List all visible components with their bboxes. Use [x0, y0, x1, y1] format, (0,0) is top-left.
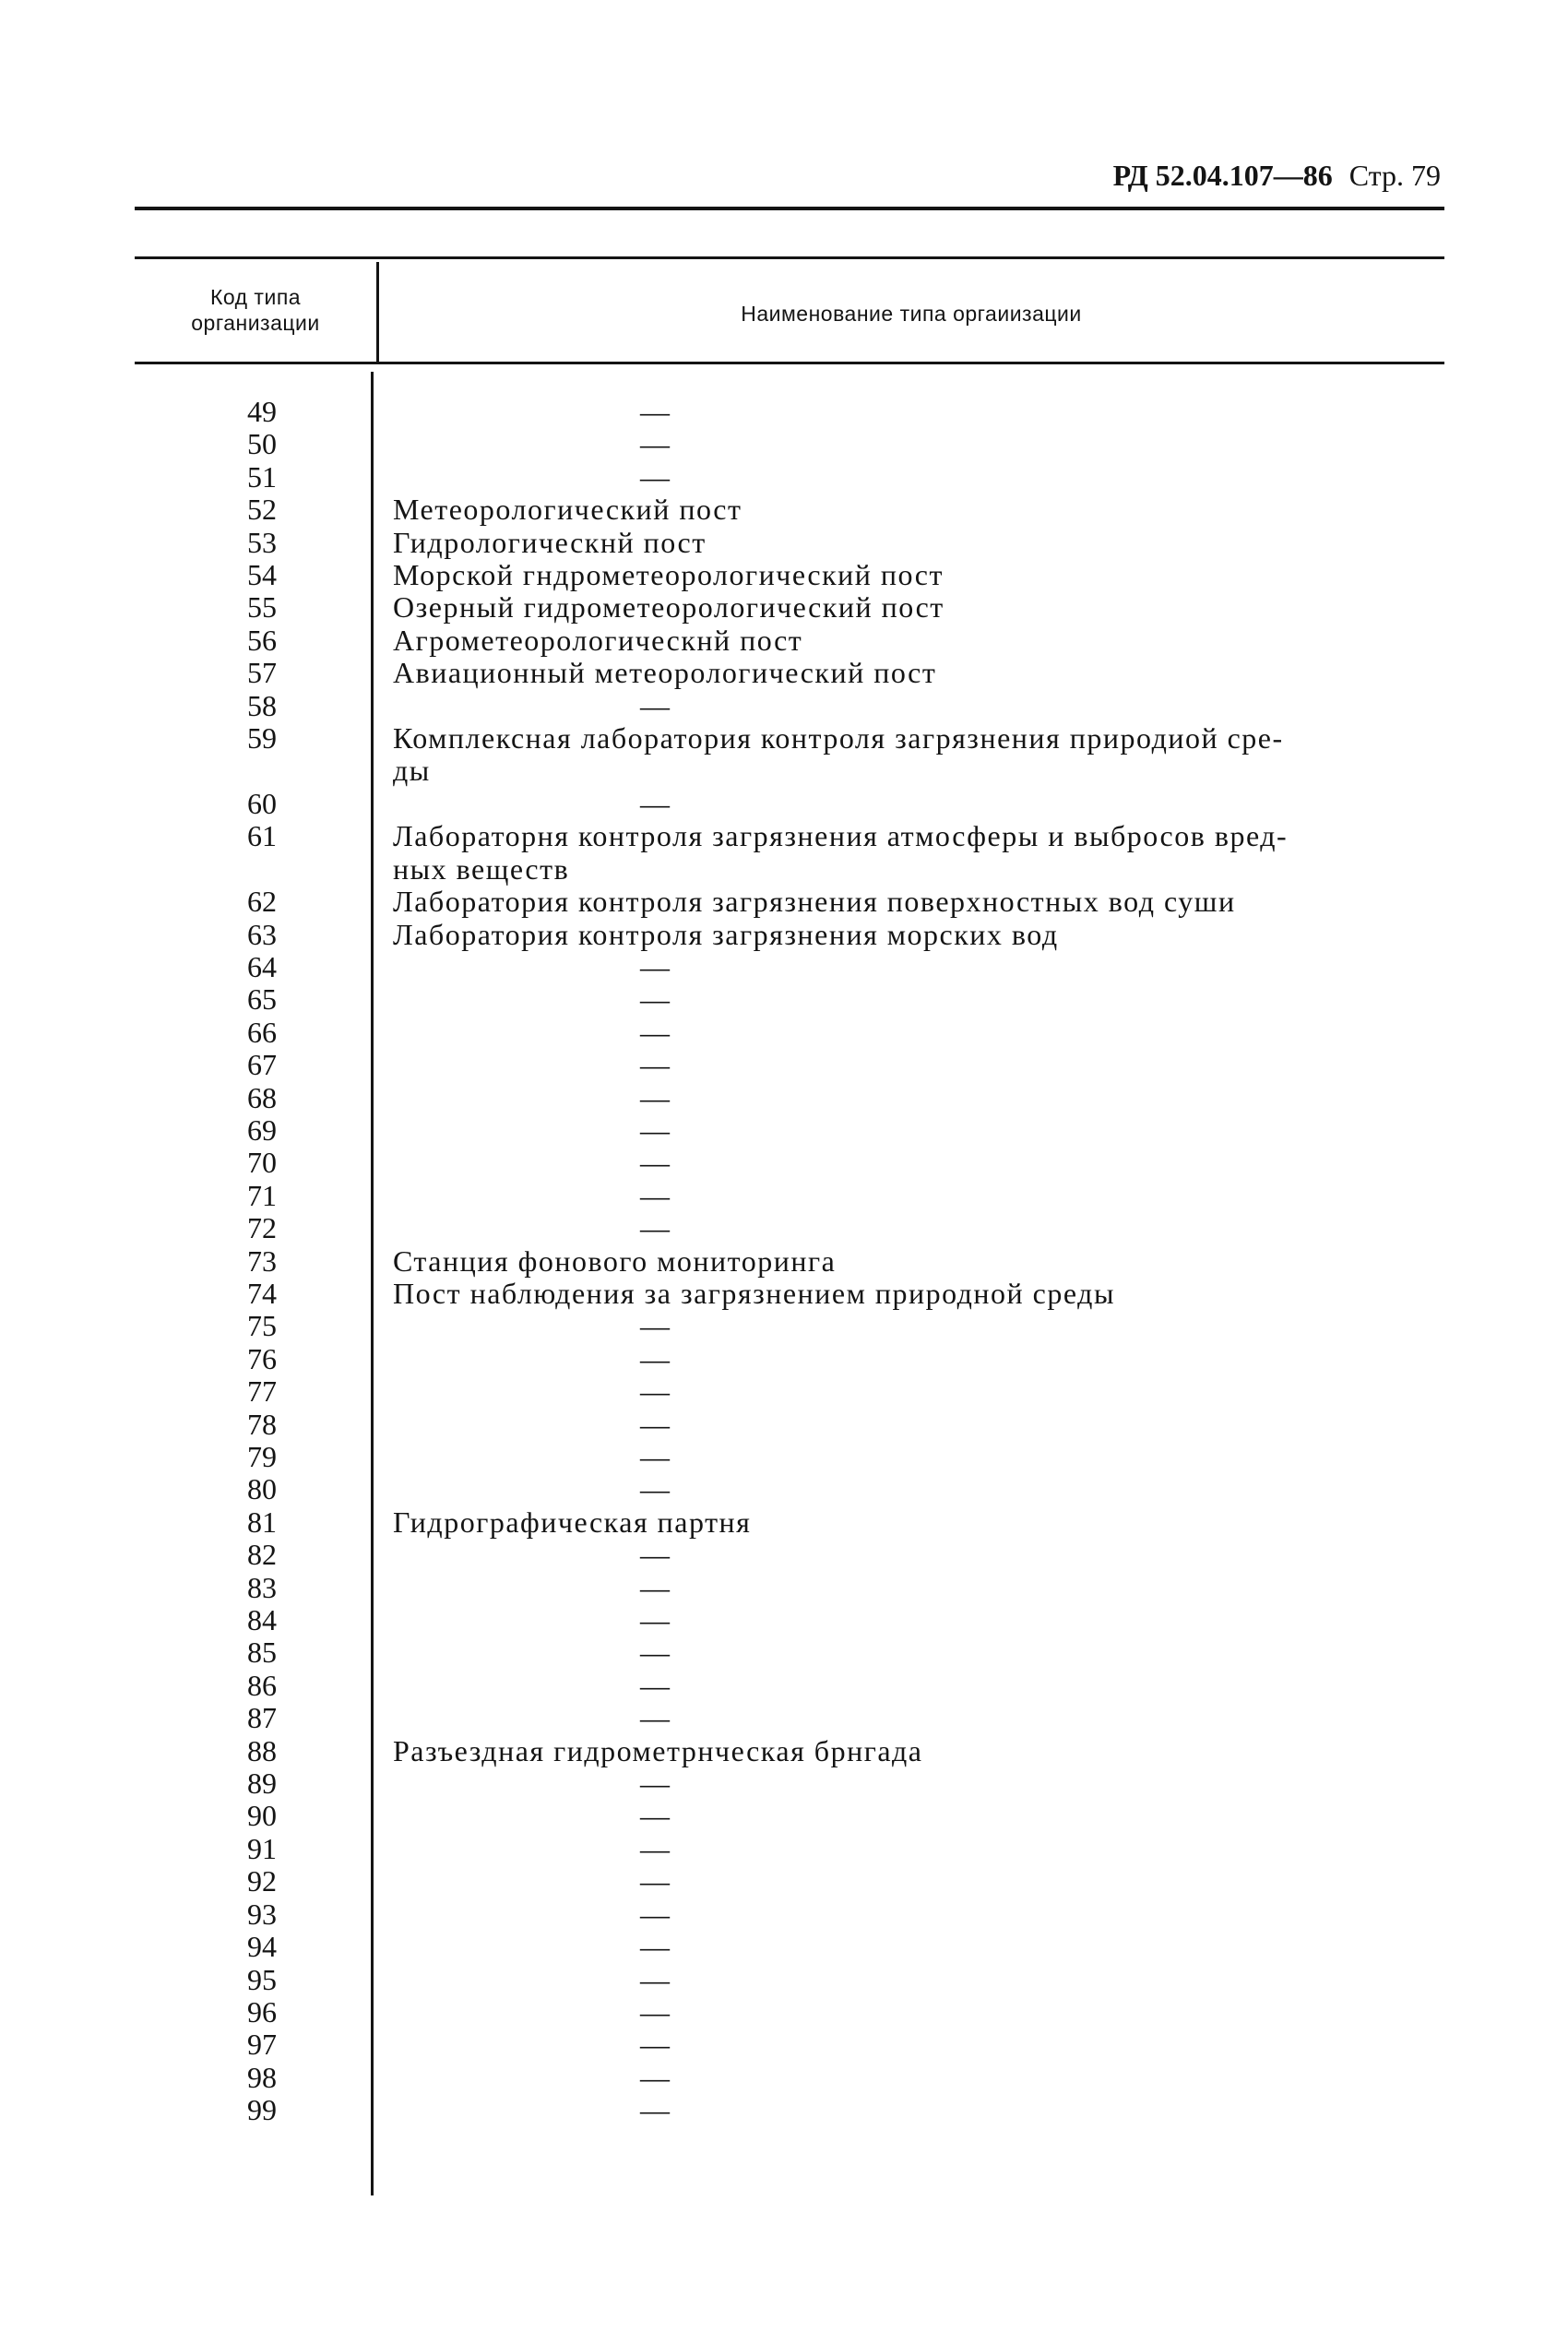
org-type-code: 80	[247, 1472, 277, 1506]
table-row	[0, 1114, 1568, 1147]
org-type-code: 55	[247, 590, 277, 625]
table-row	[0, 951, 1568, 983]
org-type-code: 66	[247, 1015, 277, 1049]
empty-name-dash: —	[640, 2093, 671, 2127]
table-row	[0, 919, 1568, 951]
org-type-code: 91	[247, 1831, 277, 1865]
table-row	[0, 1800, 1568, 1832]
table-row	[0, 2094, 1568, 2126]
empty-name-dash: —	[640, 1831, 671, 1865]
empty-name-dash: —	[640, 459, 671, 494]
org-type-code: 96	[247, 1994, 277, 2029]
org-type-name: Озерный гидрометеорологический пост	[393, 590, 944, 625]
org-type-name: Метеорологический пост	[393, 493, 742, 527]
org-type-code: 69	[247, 1112, 277, 1147]
empty-name-dash: —	[640, 2060, 671, 2094]
org-type-code: 67	[247, 1048, 277, 1082]
org-type-name-line: Комплексная лаборатория контроля загрязнения природиой сре-	[393, 721, 1284, 756]
table-row	[0, 1473, 1568, 1505]
table-body	[0, 396, 1568, 2127]
org-type-name	[393, 820, 1444, 886]
empty-name-dash: —	[640, 1636, 671, 1670]
page-header	[1113, 159, 1441, 193]
empty-name-dash: —	[640, 1668, 671, 1702]
table-row	[0, 1572, 1568, 1604]
org-type-code: 70	[247, 1146, 277, 1180]
header-rule	[135, 207, 1444, 210]
empty-name-dash: —	[640, 1603, 671, 1637]
org-type-name: Морской гндрометеорологический пост	[393, 558, 944, 592]
org-type-code: 54	[247, 558, 277, 592]
org-type-code: 64	[247, 949, 277, 983]
document-id: РД 52.04.107—86	[1112, 159, 1333, 192]
empty-name-dash: —	[640, 1080, 671, 1114]
org-type-name-line: ды	[393, 754, 431, 788]
empty-name-dash: —	[640, 1341, 671, 1375]
empty-name-dash: —	[640, 1048, 671, 1082]
empty-name-dash: —	[640, 1407, 671, 1441]
empty-name-dash: —	[640, 1799, 671, 1833]
empty-name-dash: —	[640, 1962, 671, 1996]
empty-name-dash: —	[640, 949, 671, 983]
org-type-name-line: Лабораторня контроля загрязнения атмосферы и выбросов вред-	[393, 819, 1289, 853]
org-type-code: 60	[247, 786, 277, 820]
table-row	[0, 1604, 1568, 1636]
empty-name-dash: —	[640, 1767, 671, 1801]
table-row	[0, 1865, 1568, 1898]
org-type-code: 86	[247, 1668, 277, 1702]
table-row	[0, 1636, 1568, 1669]
org-type-code: 61	[247, 819, 277, 853]
org-type-code: 87	[247, 1701, 277, 1735]
org-type-code: 78	[247, 1407, 277, 1441]
table-row	[0, 461, 1568, 494]
org-type-code: 63	[247, 917, 277, 951]
org-type-name: Гидрографическая партня	[393, 1505, 752, 1539]
table-row	[0, 1147, 1568, 1179]
table-row	[0, 1278, 1568, 1310]
org-type-code: 51	[247, 459, 277, 494]
table-row	[0, 983, 1568, 1016]
org-type-code: 90	[247, 1799, 277, 1833]
empty-name-dash: —	[640, 1440, 671, 1473]
table-row	[0, 1898, 1568, 1931]
empty-name-dash: —	[640, 1538, 671, 1572]
table-row	[0, 591, 1568, 624]
org-type-code: 82	[247, 1538, 277, 1572]
org-type-code: 73	[247, 1243, 277, 1278]
org-type-code: 95	[247, 1962, 277, 1996]
column-header-code	[135, 284, 376, 336]
table-row	[0, 1017, 1568, 1049]
column-header-code-line-2: организации	[191, 311, 320, 335]
org-type-code: 49	[247, 395, 277, 428]
table-row	[0, 494, 1568, 526]
org-type-code: 77	[247, 1374, 277, 1409]
empty-name-dash: —	[640, 1570, 671, 1604]
org-type-name: Лаборатория контроля загрязнения морских вод	[393, 917, 1059, 951]
org-type-code: 98	[247, 2060, 277, 2094]
table-row	[0, 428, 1568, 460]
table-row	[0, 396, 1568, 428]
table-row	[0, 1702, 1568, 1734]
table-row	[0, 1670, 1568, 1702]
table-row	[0, 1212, 1568, 1244]
org-type-name	[393, 722, 1444, 788]
org-type-code: 53	[247, 525, 277, 559]
org-type-code: 56	[247, 623, 277, 657]
org-type-code: 75	[247, 1309, 277, 1343]
org-type-code: 62	[247, 885, 277, 919]
table-row	[0, 1245, 1568, 1278]
empty-name-dash: —	[640, 1211, 671, 1245]
org-type-code: 57	[247, 656, 277, 690]
table-row	[0, 886, 1568, 918]
empty-name-dash: —	[640, 2028, 671, 2062]
empty-name-dash: —	[640, 1178, 671, 1212]
header-bottom-rule	[135, 362, 1444, 364]
table-row	[0, 1441, 1568, 1473]
empty-name-dash: —	[640, 1864, 671, 1898]
org-type-name: Агрометеорологическнй пост	[393, 623, 803, 657]
empty-name-dash: —	[640, 1146, 671, 1180]
empty-name-dash: —	[640, 982, 671, 1017]
org-type-name: Разъездная гидрометрнческая брнгада	[393, 1733, 923, 1767]
org-type-code: 84	[247, 1603, 277, 1637]
org-type-name: Лаборатория контроля загрязнения поверхностных вод суши	[393, 885, 1236, 919]
table-row	[0, 1343, 1568, 1375]
empty-name-dash: —	[640, 1701, 671, 1735]
table-row	[0, 625, 1568, 657]
org-type-name: Гидрологическнй пост	[393, 525, 707, 559]
table-row	[0, 1996, 1568, 2029]
table-row	[0, 1767, 1568, 1800]
org-type-code: 74	[247, 1276, 277, 1310]
empty-name-dash: —	[640, 1374, 671, 1409]
table-row	[0, 820, 1568, 886]
org-type-code: 68	[247, 1080, 277, 1114]
org-type-code: 89	[247, 1767, 277, 1801]
org-type-code: 65	[247, 982, 277, 1017]
table-row	[0, 559, 1568, 591]
empty-name-dash: —	[640, 395, 671, 428]
org-type-name: Авиационный метеорологический пост	[393, 656, 937, 690]
org-type-code: 79	[247, 1440, 277, 1473]
table-top-rule	[135, 256, 1444, 259]
table-row	[0, 1931, 1568, 1963]
table-row	[0, 1049, 1568, 1081]
table-row	[0, 690, 1568, 722]
empty-name-dash: —	[640, 1930, 671, 1964]
empty-name-dash: —	[640, 786, 671, 820]
org-type-code: 93	[247, 1897, 277, 1931]
empty-name-dash: —	[640, 427, 671, 461]
table-row	[0, 2029, 1568, 2061]
org-type-code: 76	[247, 1341, 277, 1375]
org-type-code: 72	[247, 1211, 277, 1245]
table-row	[0, 1375, 1568, 1408]
table-row	[0, 527, 1568, 559]
column-header-code-line-1: Код типа	[209, 285, 302, 309]
table-row	[0, 1539, 1568, 1571]
table-row	[0, 788, 1568, 820]
org-type-name-line: ных веществ	[393, 851, 570, 886]
table-row	[0, 1964, 1568, 1996]
column-header-name: Наименование типа оргаиизации	[741, 302, 1082, 326]
table-row	[0, 657, 1568, 689]
org-type-name: Пост наблюдения за загрязнением природной среды	[393, 1276, 1115, 1310]
table-row	[0, 722, 1568, 788]
org-type-code: 58	[247, 688, 277, 722]
org-type-code: 83	[247, 1570, 277, 1604]
header-column-divider	[376, 262, 379, 363]
org-type-code: 88	[247, 1733, 277, 1767]
org-type-code: 50	[247, 427, 277, 461]
table-row	[0, 1409, 1568, 1441]
empty-name-dash: —	[640, 688, 671, 722]
org-type-code: 81	[247, 1505, 277, 1539]
org-type-code: 59	[247, 721, 277, 756]
empty-name-dash: —	[640, 1309, 671, 1343]
table-row	[0, 1082, 1568, 1114]
empty-name-dash: —	[640, 1472, 671, 1506]
table-row	[0, 1735, 1568, 1767]
org-type-code: 85	[247, 1636, 277, 1670]
org-type-code: 71	[247, 1178, 277, 1212]
org-type-code: 97	[247, 2028, 277, 2062]
page-number: Стр. 79	[1348, 159, 1441, 192]
table-row	[0, 1310, 1568, 1342]
org-type-code: 92	[247, 1864, 277, 1898]
org-type-name: Станция фонового мониторинга	[393, 1243, 837, 1278]
empty-name-dash: —	[640, 1015, 671, 1049]
table-row	[0, 1833, 1568, 1865]
table-row	[0, 1506, 1568, 1539]
table-row	[0, 1180, 1568, 1212]
org-type-code: 99	[247, 2093, 277, 2127]
org-type-code: 52	[247, 493, 277, 527]
empty-name-dash: —	[640, 1112, 671, 1147]
table-row	[0, 2062, 1568, 2094]
empty-name-dash: —	[640, 1897, 671, 1931]
org-type-code: 94	[247, 1930, 277, 1964]
empty-name-dash: —	[640, 1994, 671, 2029]
